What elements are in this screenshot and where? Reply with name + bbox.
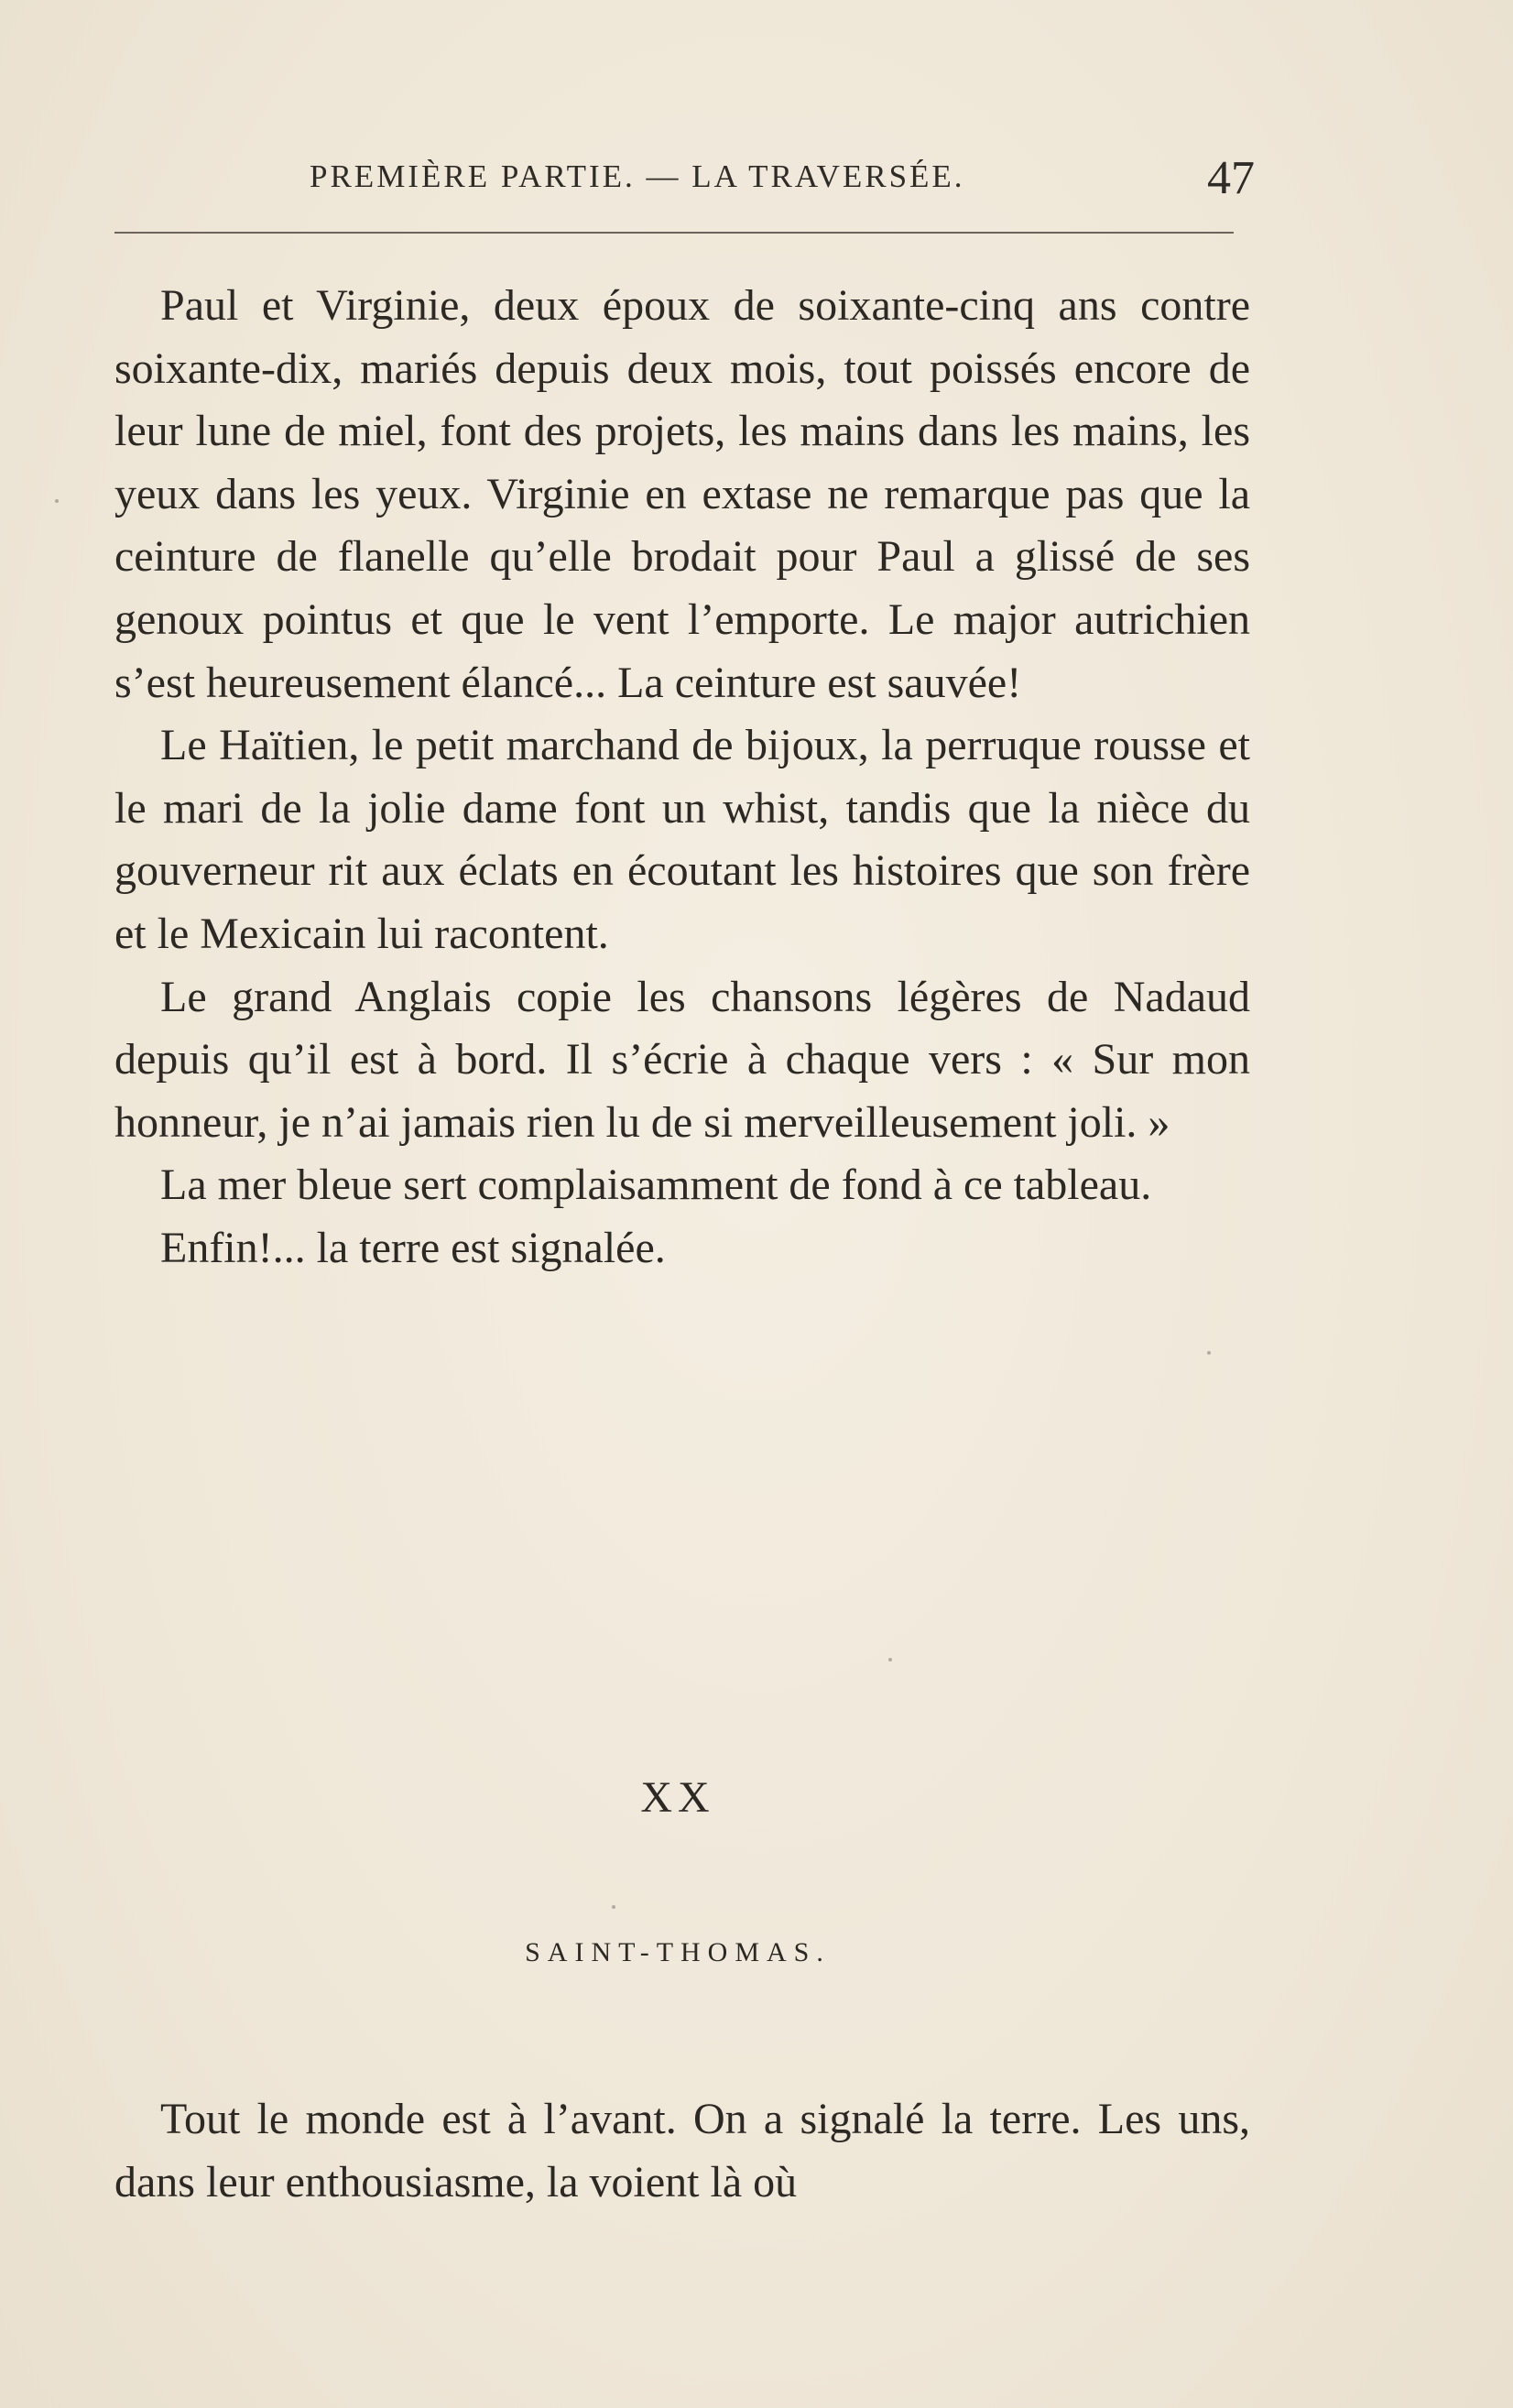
body-text-section-2 bbox=[114, 2088, 1250, 2214]
running-title: PREMIÈRE PARTIE. — LA TRAVERSÉE. bbox=[310, 158, 965, 194]
page-number: 47 bbox=[1207, 152, 1255, 204]
paragraph: Le Haïtien, le petit marchand de bijoux, la perruque rousse et le mari de la jolie dame font un whist, tandis que la nièce du gouverneur rit aux éclats en écoutant les histoires que son frère et le Mexicain lui racontent. bbox=[114, 721, 1250, 958]
paper-speck bbox=[612, 1905, 615, 1909]
header-rule bbox=[114, 232, 1234, 234]
chapter-title: SAINT-THOMAS. bbox=[525, 1937, 831, 1967]
paragraph: Paul et Virginie, deux époux de soixante-cinq ans contre soixante-dix, mariés depuis deux mois, tout poissés encore de leur lune de miel, font des projets, les mains dans les mains, les yeux dans les yeux. Virginie en extase ne remarque pas que la ceinture de flanelle qu’elle brodait pour Paul a glissé de ses genoux pointus et que le vent l’emporte. Le major autrichien s’est heureusement élancé... La ceinture est sauvée! bbox=[114, 281, 1250, 707]
paper-speck bbox=[55, 499, 59, 503]
paper-speck bbox=[888, 1658, 892, 1662]
paragraph: Tout le monde est à l’avant. On a signalé la terre. Les uns, dans leur enthousiasme, la voient là où bbox=[114, 2095, 1250, 2206]
paper-speck bbox=[1207, 1351, 1211, 1355]
chapter-number: XX bbox=[640, 1773, 715, 1822]
paragraph: Enfin!... la terre est signalée. bbox=[160, 1223, 666, 1272]
paragraph: Le grand Anglais copie les chansons légères de Nadaud depuis qu’il est à bord. Il s’écrie à chaque vers : « Sur mon honneur, je n’ai jamais rien lu de si merveilleusement joli. » bbox=[114, 972, 1250, 1147]
paragraph: La mer bleue sert complaisamment de fond à ce tableau. bbox=[160, 1160, 1152, 1210]
body-text-section-1 bbox=[114, 275, 1250, 1280]
running-head bbox=[114, 151, 1255, 206]
